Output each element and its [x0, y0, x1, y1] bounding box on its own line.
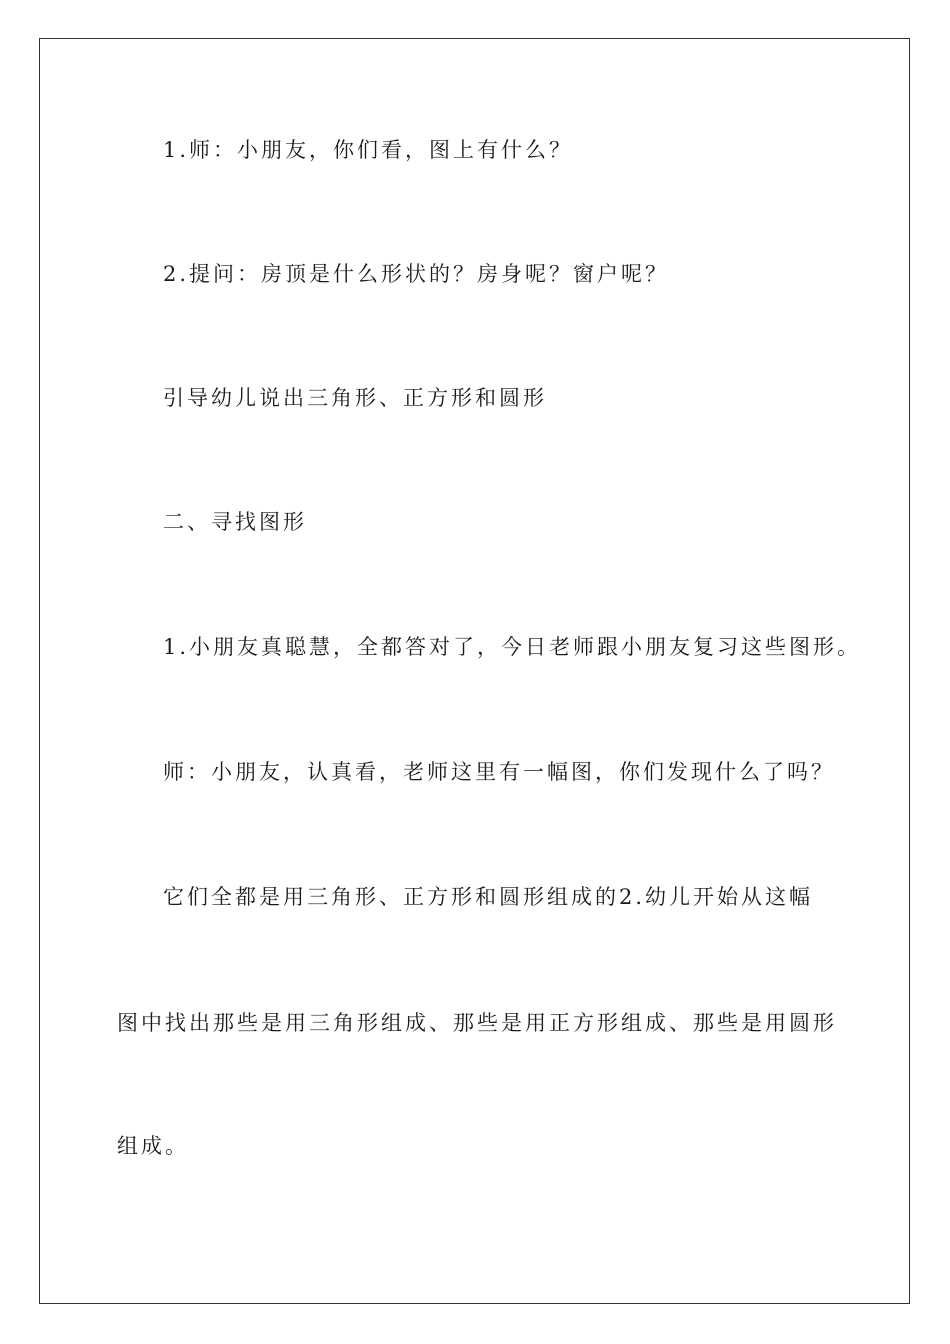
page-border: [39, 38, 910, 1304]
paragraph-look-at-picture: 师：小朋友，认真看，老师这里有一幅图，你们发现什么了吗？: [163, 760, 835, 784]
paragraph-ask-shapes: 2.提问：房顶是什么形状的？房身呢？窗户呢？: [163, 262, 670, 286]
paragraph-review-shapes: 1.小朋友真聪慧，全都答对了，今日老师跟小朋友复习这些图形。: [163, 635, 862, 659]
paragraph-guide-children: 引导幼儿说出三角形、正方形和圆形: [163, 386, 547, 410]
paragraph-composition-line-3: 组成。: [117, 1134, 189, 1158]
paragraph-composition-line-2: 图中找出那些是用三角形组成、那些是用正方形组成、那些是用圆形: [117, 1011, 837, 1035]
paragraph-teacher-question: 1.师：小朋友，你们看，图上有什么？: [163, 138, 574, 162]
paragraph-composition-line-1: 它们全都是用三角形、正方形和圆形组成的2.幼儿开始从这幅: [163, 885, 814, 909]
section-heading-find-shapes: 二、寻找图形: [163, 510, 307, 534]
